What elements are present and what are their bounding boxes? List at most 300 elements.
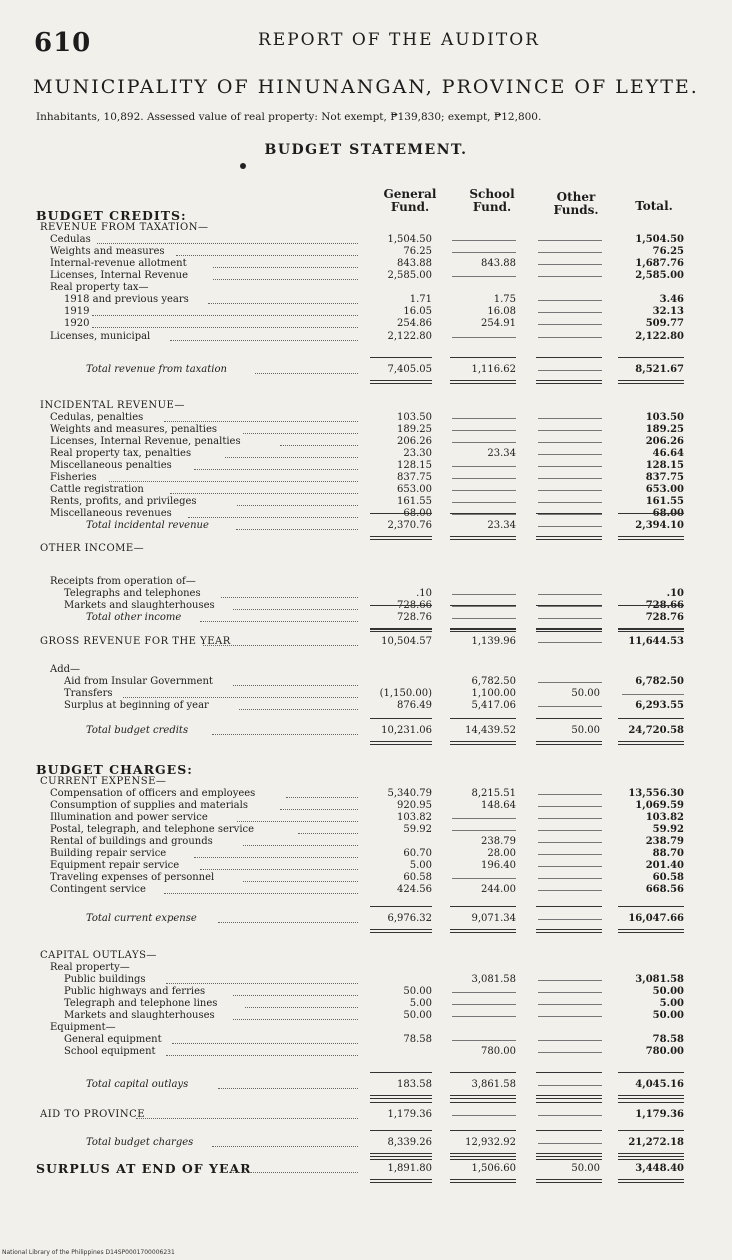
municipality-title: MUNICIPALITY OF HINUNANGAN, PROVINCE OF LEYTE.	[33, 76, 699, 98]
general-fund-value: 843.88	[397, 258, 432, 269]
total-value: 60.58	[652, 872, 684, 883]
total-value: 1,504.50	[635, 234, 684, 245]
table-row	[0, 974, 732, 986]
row-label: Real property tax—	[50, 282, 149, 293]
empty-cell-dash	[452, 594, 516, 595]
total-value: 59.92	[652, 824, 684, 835]
total-value: 11,644.53	[628, 636, 684, 647]
general-fund-value: 59.92	[403, 824, 432, 835]
total-value: 78.58	[652, 1034, 684, 1045]
school-fund-value: 780.00	[481, 1046, 516, 1057]
table-row	[0, 812, 732, 824]
row-label: Markets and slaughterhouses	[64, 600, 215, 611]
table-row	[0, 520, 732, 532]
school-fund-value: 244.00	[481, 884, 516, 895]
total-value: 780.00	[645, 1046, 684, 1057]
column-rule	[370, 1102, 432, 1103]
total-value: 68.00	[652, 508, 684, 519]
other-funds-value: 50.00	[571, 688, 600, 699]
row-label: Fisheries	[50, 472, 97, 483]
general-fund-value: 60.70	[403, 848, 432, 859]
column-rule	[450, 1095, 516, 1099]
school-fund-value: 9,071.34	[471, 913, 516, 924]
table-row	[0, 318, 732, 330]
empty-cell-dash	[538, 276, 602, 277]
row-label: Internal-revenue allotment	[50, 258, 187, 269]
school-fund-value: 23.34	[487, 520, 516, 531]
table-row	[0, 484, 732, 496]
table-row	[0, 824, 732, 836]
general-fund-value: 1,504.50	[387, 234, 432, 245]
empty-cell-dash	[538, 240, 602, 241]
dot-leader	[212, 734, 358, 735]
total-value: 653.00	[645, 484, 684, 495]
column-rule	[450, 1102, 516, 1103]
dot-leader	[239, 709, 358, 710]
table-row	[0, 848, 732, 860]
column-rule	[370, 1072, 432, 1073]
general-fund-value: 161.55	[397, 496, 432, 507]
general-fund-value: 60.58	[403, 872, 432, 883]
column-rule	[618, 929, 684, 933]
dot-leader	[172, 1043, 358, 1044]
total-value: 206.26	[645, 436, 684, 447]
column-rule	[450, 513, 516, 514]
total-value: 1,069.59	[635, 800, 684, 811]
other-funds-value: 50.00	[571, 1163, 600, 1174]
dot-leader	[298, 833, 358, 834]
row-label: Public buildings	[64, 974, 146, 985]
column-rule	[450, 906, 516, 907]
empty-cell-dash	[538, 1085, 602, 1086]
row-label: Surplus at beginning of year	[64, 700, 209, 711]
total-value: 2,585.00	[635, 270, 684, 281]
empty-cell-dash	[538, 466, 602, 467]
row-label: Licenses, municipal	[50, 331, 151, 342]
empty-cell-dash	[538, 1040, 602, 1041]
row-label: Public highways and ferries	[64, 986, 206, 997]
row-label: Markets and slaughterhouses	[64, 1010, 215, 1021]
column-rule	[370, 1095, 432, 1099]
column-rule	[370, 1179, 432, 1183]
dot-leader	[164, 421, 358, 422]
row-label: Illumination and power service	[50, 812, 208, 823]
row-label: Traveling expenses of personnel	[50, 872, 215, 883]
column-rule	[536, 906, 602, 907]
row-label: BUDGET CHARGES:	[36, 762, 193, 777]
column-rule	[370, 1156, 432, 1160]
row-label: OTHER INCOME—	[40, 543, 145, 554]
column-rule	[370, 906, 432, 907]
general-fund-value: 189.25	[397, 424, 432, 435]
general-fund-value: 5.00	[409, 998, 432, 1009]
column-rule	[618, 629, 684, 630]
dot-leader	[208, 303, 358, 304]
empty-cell-dash	[452, 514, 516, 515]
dot-leader	[166, 1055, 358, 1056]
general-fund-value: 5.00	[409, 860, 432, 871]
column-rule	[618, 1095, 684, 1099]
table-row	[0, 600, 732, 612]
table-row	[0, 306, 732, 318]
col-total: Total.	[635, 199, 673, 213]
empty-cell-dash	[538, 818, 602, 819]
general-fund-value: 183.58	[397, 1079, 432, 1090]
empty-cell-dash	[538, 992, 602, 993]
general-fund-value: 16.05	[403, 306, 432, 317]
row-label: INCIDENTAL REVENUE—	[40, 400, 185, 411]
column-rule	[450, 605, 516, 606]
row-label: Total current expense	[86, 913, 197, 924]
dot-leader	[218, 922, 358, 923]
row-label: Transfers	[64, 688, 113, 699]
general-fund-value: 2,585.00	[387, 270, 432, 281]
table-row	[0, 725, 732, 737]
row-label: Cedulas, penalties	[50, 412, 144, 423]
dot-leader	[233, 995, 358, 996]
empty-cell-dash	[452, 466, 516, 467]
table-row	[0, 258, 732, 270]
table-row	[0, 588, 732, 600]
empty-cell-dash	[538, 300, 602, 301]
dot-leader	[243, 845, 358, 846]
empty-cell-dash	[452, 606, 516, 607]
dot-leader	[200, 621, 358, 622]
table-row	[0, 950, 732, 962]
other-funds-value: 50.00	[571, 725, 600, 736]
dot-leader	[170, 340, 358, 341]
empty-cell-dash	[538, 866, 602, 867]
table-row	[0, 543, 732, 555]
table-row	[0, 998, 732, 1010]
general-fund-value: 68.00	[403, 508, 432, 519]
total-value: 50.00	[652, 986, 684, 997]
total-value: 32.13	[652, 306, 684, 317]
column-rule	[536, 605, 602, 606]
empty-cell-dash	[538, 526, 602, 527]
school-fund-value: 1,100.00	[471, 688, 516, 699]
dot-leader	[212, 1146, 358, 1147]
total-value: 46.64	[652, 448, 684, 459]
row-label: BUDGET CREDITS:	[36, 208, 187, 223]
dot-leader	[243, 433, 358, 434]
dot-leader	[170, 493, 358, 494]
table-row	[0, 436, 732, 448]
empty-cell-dash	[538, 454, 602, 455]
general-fund-value: 424.56	[397, 884, 432, 895]
empty-cell-dash	[452, 878, 516, 879]
total-value: 201.40	[645, 860, 684, 871]
column-rule	[618, 741, 684, 745]
general-fund-value: 23.30	[403, 448, 432, 459]
total-value: .10	[666, 588, 684, 599]
empty-cell-dash	[452, 992, 516, 993]
row-label: GROSS REVENUE FOR THE YEAR	[40, 636, 231, 647]
total-value: 728.76	[645, 612, 684, 623]
general-fund-value: 103.50	[397, 412, 432, 423]
column-rule	[536, 380, 602, 384]
row-label: Total other income	[86, 612, 182, 623]
empty-cell-dash	[538, 1143, 602, 1144]
table-row	[0, 913, 732, 925]
table-row	[0, 496, 732, 508]
row-label: Telegraph and telephone lines	[64, 998, 218, 1009]
empty-cell-dash	[538, 312, 602, 313]
empty-cell-dash	[452, 240, 516, 241]
school-fund-value: 196.40	[481, 860, 516, 871]
column-rule	[450, 380, 516, 384]
printer-mark	[240, 163, 246, 169]
row-label: Rents, profits, and privileges	[50, 496, 197, 507]
column-rule	[370, 1130, 432, 1131]
table-row	[0, 700, 732, 712]
table-row	[0, 800, 732, 812]
column-rule	[450, 929, 516, 933]
dot-leader	[123, 697, 358, 698]
column-rule	[536, 1130, 602, 1131]
empty-cell-dash	[538, 1004, 602, 1005]
total-value: 668.56	[645, 884, 684, 895]
table-row	[0, 872, 732, 884]
row-label: 1918 and previous years	[64, 294, 189, 305]
row-label: Miscellaneous penalties	[50, 460, 172, 471]
table-row	[0, 294, 732, 306]
total-value: 16,047.66	[628, 913, 684, 924]
general-fund-value: 837.75	[397, 472, 432, 483]
empty-cell-dash	[538, 502, 602, 503]
column-rule	[618, 718, 684, 719]
school-fund-value: 1,116.62	[471, 364, 516, 375]
column-rule	[450, 718, 516, 719]
row-label: Miscellaneous revenues	[50, 508, 172, 519]
column-rule	[450, 536, 516, 540]
row-label: 1919	[64, 306, 90, 317]
dot-leader	[200, 869, 358, 870]
general-fund-value: 1.71	[409, 294, 432, 305]
dot-leader	[245, 1007, 358, 1008]
dot-leader	[194, 469, 358, 470]
dot-leader	[225, 457, 358, 458]
empty-cell-dash	[538, 264, 602, 265]
empty-cell-dash	[538, 706, 602, 707]
total-value: 24,720.58	[628, 725, 684, 736]
table-row	[0, 986, 732, 998]
col-school-fund: School Fund.	[469, 187, 515, 214]
row-label: Rental of buildings and grounds	[50, 836, 213, 847]
dot-leader	[92, 327, 358, 328]
column-rule	[536, 629, 602, 630]
row-label: Postal, telegraph, and telephone service	[50, 824, 255, 835]
table-row	[0, 764, 732, 776]
empty-cell-dash	[538, 1016, 602, 1017]
running-title: REPORT OF THE AUDITOR	[258, 30, 540, 50]
table-row	[0, 1022, 732, 1034]
dot-leader	[237, 505, 358, 506]
column-rule	[618, 1179, 684, 1183]
total-value: 103.82	[645, 812, 684, 823]
empty-cell-dash	[538, 890, 602, 891]
dot-leader	[97, 243, 358, 244]
col-general-fund: General Fund.	[383, 187, 437, 214]
total-value: 6,782.50	[635, 676, 684, 687]
school-fund-value: 1.75	[493, 294, 516, 305]
table-row	[0, 576, 732, 588]
school-fund-value: 6,782.50	[471, 676, 516, 687]
row-label: SURPLUS AT END OF YEAR	[36, 1161, 252, 1176]
table-row	[0, 210, 732, 222]
total-value: 76.25	[652, 246, 684, 257]
empty-cell-dash	[452, 337, 516, 338]
table-row	[0, 222, 732, 234]
general-fund-value: 2,122.80	[387, 331, 432, 342]
empty-cell-dash	[452, 478, 516, 479]
column-rule	[618, 1130, 684, 1131]
col-other-funds: Other Funds.	[553, 190, 599, 217]
row-label: Cedulas	[50, 234, 91, 245]
row-label: Licenses, Internal Revenue, penalties	[50, 436, 241, 447]
table-row	[0, 472, 732, 484]
column-rule	[370, 741, 432, 745]
column-rule	[618, 1072, 684, 1073]
dot-leader	[237, 821, 358, 822]
dot-leader	[176, 255, 358, 256]
total-value: 2,122.80	[635, 331, 684, 342]
total-value: 238.79	[645, 836, 684, 847]
column-rule	[618, 906, 684, 907]
dot-leader	[213, 267, 358, 268]
column-rule	[536, 1156, 602, 1160]
dot-leader	[233, 1019, 358, 1020]
column-rule	[370, 605, 432, 606]
general-fund-value: 254.86	[397, 318, 432, 329]
row-label: Real property—	[50, 962, 130, 973]
general-fund-value: 206.26	[397, 436, 432, 447]
empty-cell-dash	[452, 830, 516, 831]
general-fund-value: 920.95	[397, 800, 432, 811]
table-row	[0, 448, 732, 460]
row-label: Equipment—	[50, 1022, 116, 1033]
row-label: Real property tax, penalties	[50, 448, 192, 459]
total-value: 189.25	[645, 424, 684, 435]
general-fund-value: 653.00	[397, 484, 432, 495]
total-value: 6,293.55	[635, 700, 684, 711]
column-rule	[536, 357, 602, 358]
empty-cell-dash	[452, 276, 516, 277]
column-rule	[450, 1179, 516, 1183]
general-fund-value: 78.58	[403, 1034, 432, 1045]
empty-cell-dash	[538, 806, 602, 807]
total-value: 509.77	[645, 318, 684, 329]
table-row	[0, 460, 732, 472]
dot-leader	[233, 685, 358, 686]
column-rule	[370, 718, 432, 719]
empty-cell-dash	[452, 252, 516, 253]
column-rule	[370, 536, 432, 540]
column-rule	[370, 380, 432, 384]
column-rule	[618, 605, 684, 606]
total-value: 4,045.16	[635, 1079, 684, 1090]
total-value: 728.66	[645, 600, 684, 611]
row-label: Total budget credits	[86, 725, 189, 736]
empty-cell-dash	[452, 430, 516, 431]
total-value: 50.00	[652, 1010, 684, 1021]
dot-leader	[164, 893, 358, 894]
general-fund-value: 76.25	[403, 246, 432, 257]
table-row	[0, 776, 732, 788]
general-fund-value: 128.15	[397, 460, 432, 471]
dot-leader	[221, 597, 359, 598]
empty-cell-dash	[538, 1115, 602, 1116]
dot-leader	[194, 857, 358, 858]
column-rule	[450, 1072, 516, 1073]
table-row	[0, 788, 732, 800]
row-label: 1920	[64, 318, 90, 329]
column-rule	[536, 536, 602, 540]
table-row	[0, 1079, 732, 1091]
dot-leader	[233, 609, 358, 610]
column-rule	[618, 1156, 684, 1160]
general-fund-value: 10,504.57	[381, 636, 432, 647]
general-fund-value: 7,405.05	[387, 364, 432, 375]
school-fund-value: 1,139.96	[471, 636, 516, 647]
general-fund-value: (1,150.00)	[379, 688, 432, 699]
general-fund-value: 728.66	[397, 600, 432, 611]
table-row	[0, 688, 732, 700]
school-fund-value: 3,861.58	[471, 1079, 516, 1090]
row-label: Cattle registration	[50, 484, 144, 495]
total-value: 21,272.18	[628, 1137, 684, 1148]
total-value: 1,687.76	[635, 258, 684, 269]
school-fund-value: 843.88	[481, 258, 516, 269]
inhabitants-line: Inhabitants, 10,892. Assessed value of real property: Not exempt, ₱139,830; exempt, ₱12,800.	[36, 111, 542, 123]
table-row	[0, 282, 732, 294]
column-rule	[618, 536, 684, 540]
column-rule	[536, 1102, 602, 1103]
column-rule	[450, 1130, 516, 1131]
empty-cell-dash	[538, 854, 602, 855]
empty-cell-dash	[538, 337, 602, 338]
column-rule	[618, 357, 684, 358]
school-fund-value: 148.64	[481, 800, 516, 811]
total-value: 3.46	[659, 294, 684, 305]
empty-cell-dash	[538, 514, 602, 515]
empty-cell-dash	[538, 842, 602, 843]
column-rule	[536, 1095, 602, 1099]
school-fund-value: 14,439.52	[465, 725, 516, 736]
column-rule	[536, 513, 602, 514]
column-rule	[536, 1072, 602, 1073]
empty-cell-dash	[538, 919, 602, 920]
row-label: Consumption of supplies and materials	[50, 800, 248, 811]
general-fund-value: 10,231.06	[381, 725, 432, 736]
general-fund-value: 50.00	[403, 986, 432, 997]
general-fund-value: 1,179.36	[387, 1109, 432, 1120]
table-row	[0, 1163, 732, 1175]
row-label: General equipment	[64, 1034, 162, 1045]
empty-cell-dash	[538, 418, 602, 419]
row-label: Total incidental revenue	[86, 520, 209, 531]
table-row	[0, 612, 732, 624]
empty-cell-dash	[452, 618, 516, 619]
empty-cell-dash	[538, 252, 602, 253]
total-value: 128.15	[645, 460, 684, 471]
table-row	[0, 1046, 732, 1058]
dot-leader	[136, 1118, 359, 1119]
row-label: Telegraphs and telephones	[64, 588, 201, 599]
general-fund-value: 876.49	[397, 700, 432, 711]
general-fund-value: 1,891.80	[387, 1163, 432, 1174]
row-label: CURRENT EXPENSE—	[40, 776, 167, 787]
